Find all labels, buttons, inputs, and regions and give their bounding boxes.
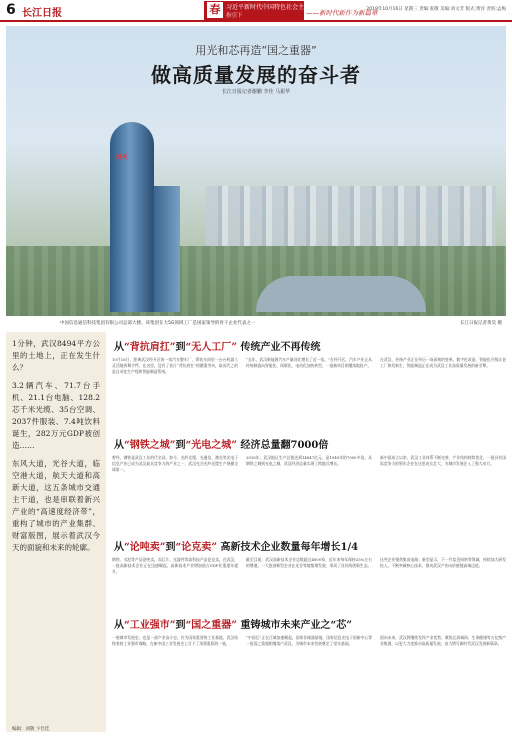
photo-exhibition-hall [256, 276, 426, 312]
banner-subtitle: 指引下 [226, 13, 243, 19]
sidebar-paragraph: 3.2辆汽车、71.7台手机、21.1台电脑、128.2芯千米光缆、35台空调、2037件服装、7.4吨饮料诞生，282万元GDP被创造…… [12, 381, 100, 450]
article-column: “中国芯”正在江城加速崛起。国家存储器基地、国家信息光电子创新中心等一批国之重器相继落户武汉，为城市未来发展奠定了坚实基础。 [246, 635, 372, 646]
article-column: “去年，武汉新能源汽车产量同比增长了近一倍。”在经开区，汽车产业正从传统制造向智能化、网联化、电动化加快转型，一批新项目相继落地投产。 [246, 357, 372, 368]
article-column: 2018年，武汉地区生产总值达到14847亿元，是1949年的7000多倍。从钢铁之城到光电之城，武汉经济总量实现了跨越式增长。 [246, 455, 372, 466]
section-title: 从“背抗肩扛”到“无人工厂” 传统产业不再传统 [114, 342, 321, 353]
headline-title: 做高质量发展的奋斗者 [151, 63, 361, 87]
sidebar-paragraph: 东风大道，光谷大道，临空港大道，航天大道和高新大道，这五条城市交通主干道，也是串联着新兴产业的“高速度经济带”，重构了城市的产业集群、财富版图，展示着武汉今天的面貌和未来的轮廓。 [12, 459, 100, 552]
section-title: 从“钢铁之城”到“光电之城” 经济总量翻7000倍 [114, 440, 329, 451]
masthead [0, 0, 512, 22]
headline-kicker: 用光和芯再造“国之重器” [195, 44, 317, 57]
headline-byline: 长江日报记者谢鹏 李佳 马振华 [221, 89, 291, 95]
tower-logo: 烽火 [116, 154, 129, 161]
article-column: 面向未来，武汉将继续发挥产业优势，聚焦芯屏端网、生命健康等万亿级产业集群，以更大力度推动高质量发展，奋力谱写新时代武汉发展新篇章。 [380, 635, 506, 646]
article-column: 这些企业聚焦集成电路、新型显示、下一代信息网络等领域，持续加大研发投入，不断突破核心技术，推动武汉产业向价值链高端迈进。 [380, 557, 506, 568]
photo-caption: 中国信息通信科技集团有限公司总部大楼。该集团在大5G领域工厂是国家领导的骨干企业代表之一 [60, 321, 256, 326]
lead-sidebar [6, 332, 106, 732]
section-high-tech [112, 538, 506, 615]
page-number: 6 [6, 2, 16, 18]
column-banner [204, 1, 323, 20]
paper-logo: 长江日报 [22, 8, 62, 19]
article-body [112, 332, 506, 742]
article-column: 截至目前，武汉高新技术企业总数超过4000家，近年来每年保持25%左右的增速。一大批创新型企业在光谷等地集聚发展，形成了良好的创新生态。 [246, 557, 372, 568]
photo-tower [110, 122, 154, 312]
article-column: 在武汉，传统产业正在经历一场深刻的变革。数字化改造、智能化升级让老工厂焕发新生，智能制造正在成为武汉工业高质量发展的新引擎。 [380, 357, 506, 368]
editor-note: 编辑：刘敬 卞仕佳 [12, 727, 50, 732]
banner-title: 习近平新时代中国特色社会主义思想 [226, 4, 323, 11]
section-title: 从“工业强市”到“国之重器” 重铸城市未来产业之“芯” [114, 620, 353, 631]
article-column: 10月16日，距离武汉经开区的一家汽车整车厂，焊装车间里一台台机器人灵活地挥舞手臂。在这里，没有了昔日“背抗肩扛”的繁重劳动，取而代之的是自动化生产线和智能制造系统。 [112, 357, 238, 374]
sidebar-paragraph: 1分钟，武汉8494平方公里的土地上，正在发生什么？ [12, 339, 100, 372]
article-column: 曾经，钢铁是武汉工业的代名词。如今，光纤光缆、光通信、激光等光电子信息产业已成为武汉最具竞争力的产业之一，武汉光谷光纤光缆生产规模全球第一。 [112, 455, 238, 472]
header-meta: 2019年10月16日 星期三 责编:张敬 美编:刘文芳 版式:黄洋 责校:孟梅 [366, 7, 506, 12]
section-title: 从“论吨卖”到“论克卖” 高新技术企业数量每年增长1/4 [114, 542, 359, 553]
photo-credit: 长江日报记者黄昊 摄 [460, 321, 502, 326]
article-column: 钢铁、水泥等产品论吨卖，而芯片、光器件等高科技产品论克卖。在武汉，一批高新技术企业正在迅速崛起，高新技术产业增加值占GDP比重逐年提升。 [112, 557, 238, 574]
section-traditional-industry [112, 338, 506, 431]
photo-buildings [206, 186, 496, 246]
headline-photo [6, 26, 506, 316]
photo-tower-annex [154, 186, 180, 312]
article-column: 一座城市发展史，也是一部产业奋斗史。作为国家重要的工业基地，武汉始终坚持工业强市战略，在新中国工业发展史上写下了浓墨重彩的一笔。 [112, 635, 238, 646]
article-column: 新中国成立以来，武汉工业体系不断完善，产业结构持续优化，一批具有国际竞争力的领军企业在这里成长壮大，为城市发展注入了强大动力。 [380, 455, 506, 466]
banner-slogan: ——新时代新作为新篇章 [306, 9, 378, 17]
banner-mark: 春 [207, 2, 223, 18]
section-national-core [112, 616, 506, 743]
section-optoelectronics [112, 436, 506, 535]
